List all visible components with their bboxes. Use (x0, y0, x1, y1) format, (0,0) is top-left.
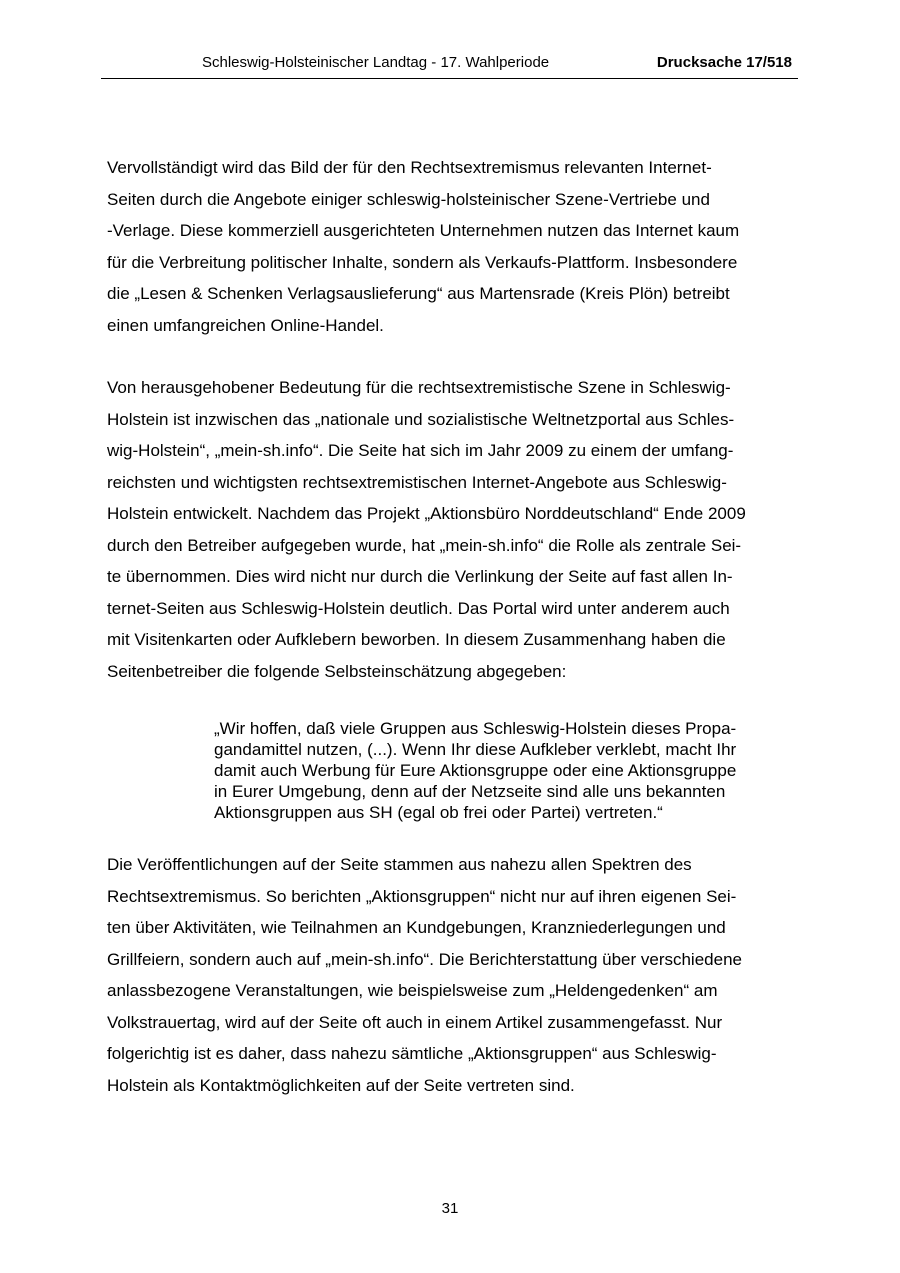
quote-line: gandamittel nutzen, (...). Wenn Ihr diese Aufkleber verklebt, macht Ihr (214, 740, 737, 759)
text-line: einen umfangreichen Online-Handel. (107, 315, 384, 335)
text-line: Holstein entwickelt. Nachdem das Projekt „Aktionsbüro Norddeutschland“ Ende 2009 (107, 504, 746, 523)
page-header (101, 52, 798, 79)
document-number: Drucksache 17/518 (656, 54, 792, 71)
text-line: Vervollständigt wird das Bild der für den Rechtsextremismus relevanten Internet- (107, 158, 712, 177)
text-line: -Verlage. Diese kommerziell ausgerichteten Unternehmen nutzen das Internet kaum (107, 221, 740, 240)
quote-line: „Wir hoffen, daß viele Gruppen aus Schleswig-Holstein dieses Propa- (214, 719, 737, 738)
text-line: wig-Holstein“, „mein-sh.info“. Die Seite hat sich im Jahr 2009 zu einem der umfang- (107, 441, 734, 460)
text-line: für die Verbreitung politischer Inhalte, sondern als Verkaufs-Plattform. Insbesondere (107, 252, 738, 272)
text-line: folgerichtig ist es daher, dass nahezu sämtliche „Aktionsgruppen“ aus Schleswig- (107, 1044, 717, 1063)
document-body (107, 152, 797, 1132)
text-line: Von herausgehobener Bedeutung für die rechtsextremistische Szene in Schleswig- (107, 378, 731, 397)
text-line: te übernommen. Dies wird nicht nur durch die Verlinkung der Seite auf fast allen In- (107, 567, 733, 586)
text-line: mit Visitenkarten oder Aufklebern beworben. In diesem Zusammenhang haben die (107, 630, 726, 649)
quote-line: in Eurer Umgebung, denn auf der Netzseite sind alle uns bekannten (214, 782, 726, 801)
text-line: Holstein als Kontaktmöglichkeiten auf der Seite vertreten sind. (107, 1075, 575, 1095)
block-quote (214, 718, 797, 823)
text-line: Seitenbetreiber die folgende Selbsteinschätzung abgegeben: (107, 661, 567, 681)
text-line: durch den Betreiber aufgegeben wurde, hat „mein-sh.info“ die Rolle als zentrale Sei- (107, 535, 742, 555)
text-line: reichsten und wichtigsten rechtsextremistischen Internet-Angebote aus Schleswig- (107, 472, 727, 492)
paragraph-online-vendors (107, 152, 797, 341)
text-line: Holstein ist inzwischen das „nationale und sozialistische Weltnetzportal aus Schles- (107, 409, 735, 429)
text-line: Seiten durch die Angebote einiger schleswig-holsteinischer Szene-Vertriebe und (107, 189, 710, 209)
paragraph-portal (107, 372, 797, 687)
quote-line: Aktionsgruppen aus SH (egal ob frei oder Partei) vertreten.“ (214, 803, 663, 822)
header-title: Schleswig-Holsteinischer Landtag - 17. Wahlperiode (202, 54, 550, 71)
text-line: anlassbezogene Veranstaltungen, wie beispielsweise zum „Heldengedenken“ am (107, 981, 718, 1000)
text-line: Grillfeiern, sondern auch auf „mein-sh.info“. Die Berichterstattung über verschiedene (107, 949, 742, 969)
text-line: Die Veröffentlichungen auf der Seite stammen aus nahezu allen Spektren des (107, 855, 692, 874)
text-line: ternet-Seiten aus Schleswig-Holstein deutlich. Das Portal wird unter anderem auch (107, 598, 730, 618)
page-number: 31 (441, 1200, 459, 1217)
text-line: Rechtsextremismus. So berichten „Aktionsgruppen“ nicht nur auf ihren eigenen Sei- (107, 886, 737, 906)
quote-line: damit auch Werbung für Eure Aktionsgruppe oder eine Aktionsgruppe (214, 761, 737, 780)
text-line: die „Lesen & Schenken Verlagsauslieferung“ aus Martensrade (Kreis Plön) betreibt (107, 284, 730, 303)
paragraph-publications (107, 849, 797, 1101)
text-line: Volkstrauertag, wird auf der Seite oft auch in einem Artikel zusammengefasst. Nur (107, 1012, 723, 1032)
text-line: ten über Aktivitäten, wie Teilnahmen an Kundgebungen, Kranzniederlegungen und (107, 918, 726, 937)
